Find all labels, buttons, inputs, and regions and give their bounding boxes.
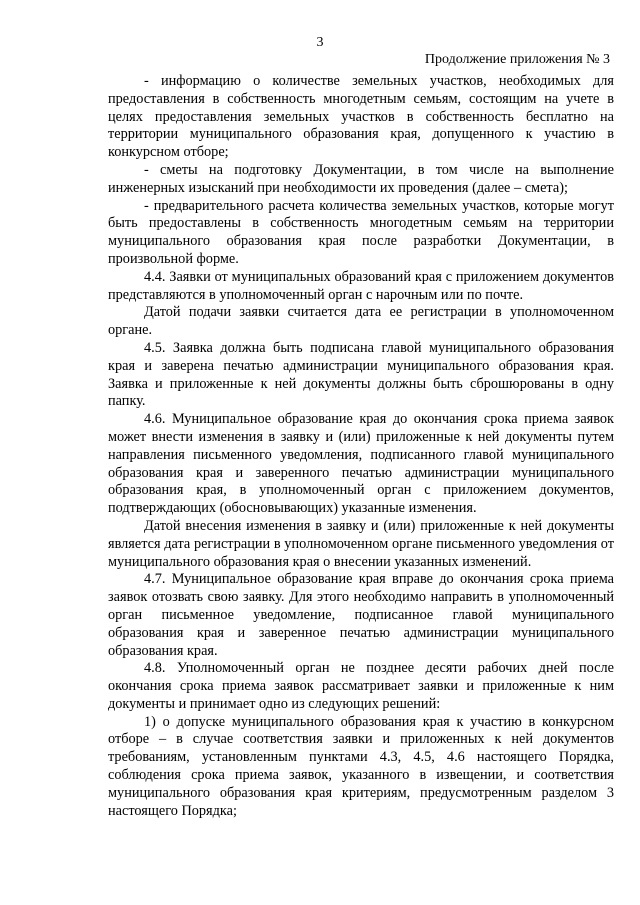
paragraph-4-7: 4.7. Муниципальное образование края вправе до окончания срока приема заявок отозвать свою заявку. Для этого необходимо направить в уполномоченный орган письменное уведомление, подписанное главой муниципального образования края и заверенное печатью администрации муниципального образования края. — [108, 571, 614, 659]
paragraph-land-plots-info: - информацию о количестве земельных участков, необходимых для предоставления в собственность многодетным семьям, состоящим на учете в целях предоставления земельных участков в собственность бесплатно на территории муниципального образования края, допущенного к участию в конкурсном отборе; — [108, 73, 614, 161]
paragraph-4-8: 4.8. Уполномоченный орган не позднее десяти рабочих дней после окончания срока приема заявок рассматривает заявки и приложенные к ним документы и принимает одно из следующих решений: — [108, 660, 614, 712]
paragraph-preliminary-calculation: - предварительного расчета количества земельных участков, которые могут быть предоставлены в собственность многодетным семьям на территории муниципального образования края после разработки Документации, в произвольной форме. — [108, 197, 614, 267]
paragraph-estimates: - сметы на подготовку Документации, в том числе на выполнение инженерных изысканий при необходимости их проведения (далее – смета); — [108, 161, 614, 196]
paragraph-decision-1: 1) о допуске муниципального образования края к участию в конкурсном отборе – в случае соответствия заявки и приложенных к ней документов требованиям, установленным пунктами 4.3, 4.5, 4.6 настоящего Порядка, соблюдения срока приема заявок, указанного в извещении, и соответствия муниципального образования края критериям, предусмотренным разделом 3 настоящего Порядка; — [108, 713, 614, 819]
document-body — [108, 73, 614, 820]
paragraph-change-date: Датой внесения изменения в заявку и (или) приложенные к ней документы является дата регистрации в уполномоченном органе письменного уведомления от муниципального образования края о внесении указанных изменений. — [108, 517, 614, 570]
appendix-continuation-note: Продолжение приложения № 3 — [424, 52, 610, 67]
paragraph-4-5: 4.5. Заявка должна быть подписана главой муниципального образования края и заверена печатью администрации муниципального образования края. Заявка и приложенные к ней документы должны быть сброшюрованы в одну папку. — [108, 339, 614, 410]
paragraph-submission-date: Датой подачи заявки считается дата ее регистрации в уполномоченном органе. — [108, 304, 614, 339]
page-number: 3 — [316, 35, 324, 50]
paragraph-4-6: 4.6. Муниципальное образование края до окончания срока приема заявок может внести изменения в заявку и (или) приложенные к ней документы путем направления письменного уведомления, подписанного главой муниципального образования края и заверенного печатью администрации муниципального образования края, в уполномоченный орган с приложением документов, подтверждающих (обосновывающих) указанные изменения. — [108, 411, 614, 517]
paragraph-4-4: 4.4. Заявки от муниципальных образований края с приложением документов представляются в уполномоченный орган с нарочным или по почте. — [108, 268, 614, 303]
